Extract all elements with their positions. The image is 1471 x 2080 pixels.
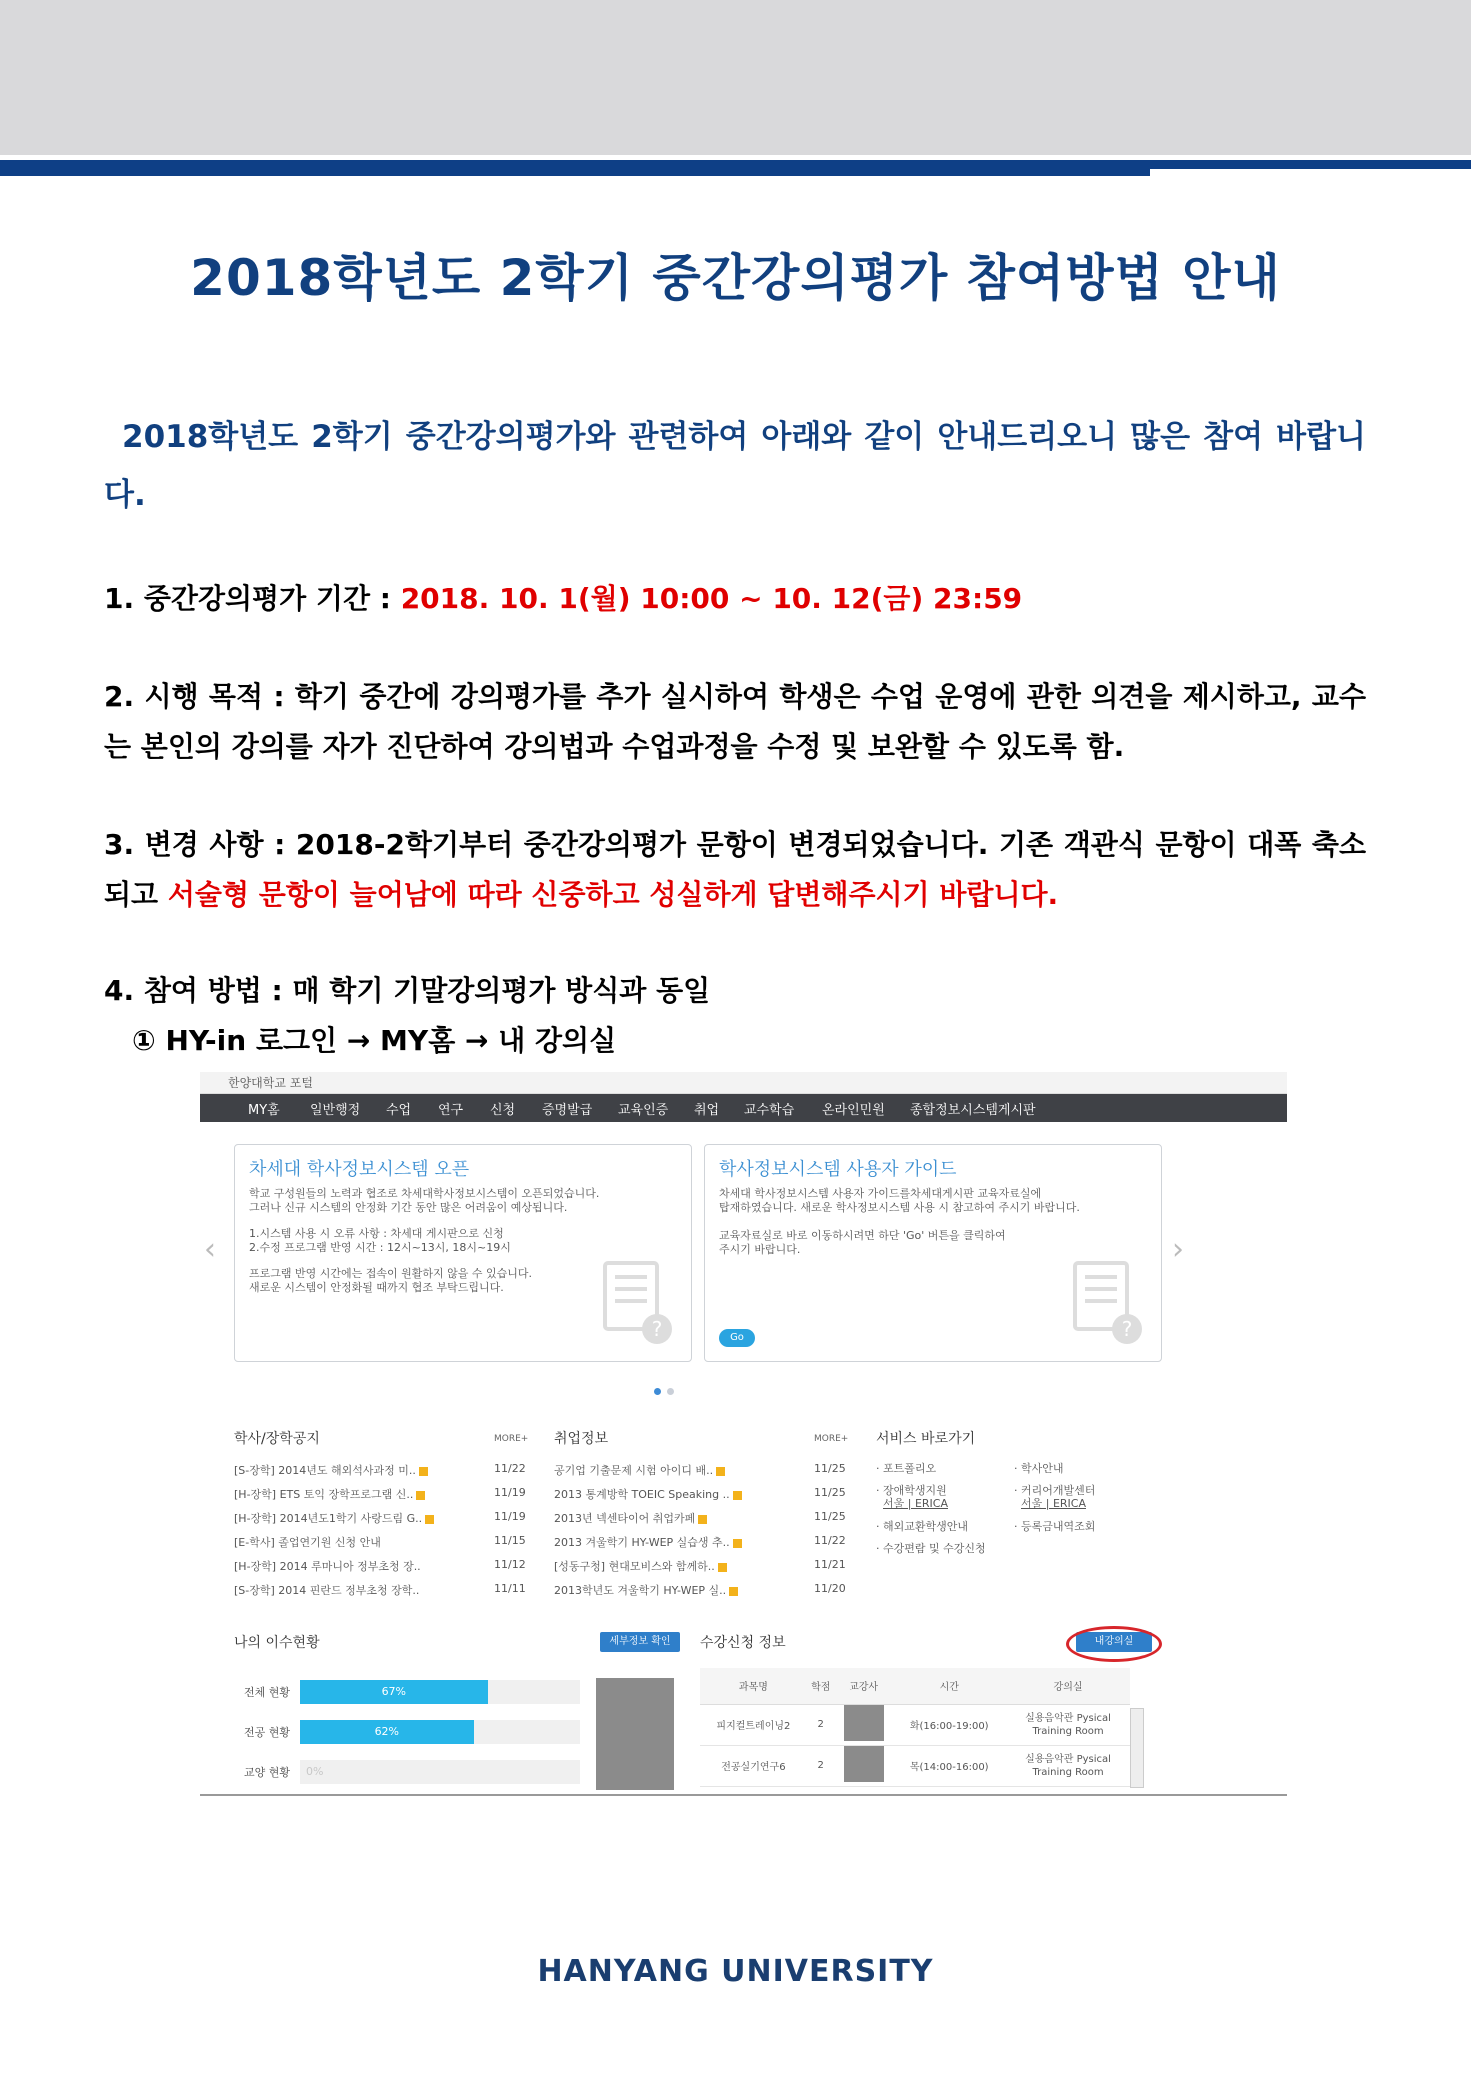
list-item[interactable]: [S-장학] 2014년도 해외석사과정 미.. [234, 1462, 428, 1478]
prev-arrow-icon[interactable]: ‹ [204, 1232, 216, 1267]
nav-item[interactable]: 교육인증 [618, 1103, 669, 1118]
nav-item[interactable]: 일반행정 [310, 1103, 361, 1118]
jobs-title: 취업정보 [554, 1431, 609, 1447]
document-help-icon [601, 1261, 673, 1347]
list-item[interactable]: [H-장학] 2014 루마니아 정부초청 장.. [234, 1560, 421, 1573]
nav-item[interactable]: MY홈 [248, 1103, 280, 1118]
intro-text: 2018학년도 2학기 중간강의평가와 관련하여 아래와 같이 안내드리오니 많은 참여 바랍니다. [104, 419, 1366, 513]
document-help-icon [1071, 1261, 1143, 1347]
nav-item[interactable]: 수업 [386, 1103, 412, 1118]
redacted-professor [844, 1705, 884, 1741]
item-method: 4. 참여 방법 : 매 학기 기말강의평가 방식과 동일 [104, 974, 711, 1007]
svg-text:?: ? [1121, 1317, 1133, 1341]
service-link[interactable]: · 학사안내 [1014, 1462, 1064, 1475]
nav-item[interactable]: 교수학습 [744, 1103, 795, 1118]
notice-card-open: 차세대 학사정보시스템 오픈 학교 구성원들의 노력과 협조로 차세대학사정보시스템이 오픈되었습니다. 그러나 신규 시스템의 안정화 기간 동안 많은 어려움이 예상됩니다. 1.시스템 사용 시 오류 사항 : 차세대 게시판으로 신청 2.수정 프로그램 반영 시간 : 12시~13시, 18시~19시 프로그램 반영 시간에는 접속이 원활하지 않을 수 있습니다. 새로운 시스템이 안정화될 때까지 협조 부탁드립니다. ? [234, 1144, 692, 1362]
detail-info-button[interactable]: 세부정보 확인 [600, 1632, 680, 1652]
table-scrollbar[interactable] [1130, 1708, 1144, 1788]
notice-card-guide: 학사정보시스템 사용자 가이드 차세대 학사정보시스템 사용자 가이드를차세대게시판 교육자료실에 탑재하였습니다. 새로운 학사정보시스템 사용 시 참고하여 주시기 바랍니다. 교육자료실로 바로 이동하시려면 하단 'Go' 버튼을 클릭하여 주시기 바랍니다. Go ? [704, 1144, 1162, 1362]
service-link[interactable]: · 포트폴리오 [876, 1462, 937, 1475]
redacted-block [596, 1678, 674, 1790]
registration-table [700, 1668, 1130, 1787]
progress-bar: 67% [300, 1680, 580, 1704]
portal-screenshot: 한양대학교 포털 MY홈 일반행정 수업 연구 신청 증명발급 교육인증 취업 교수학습 온라인민원 종합정보시스템게시판 ‹ › 차세대 학사정보시스템 오픈 학교 구성원들의 노력과 협조로 차세대학사정보시스템이 오픈되었습니다. 그러나 신규 시스템의 안정화 기간 동안 많은 어려움이 예상됩니다. 1.시스템 사용 시 오류 사항 : 차세대 게시판으로 신청 2.수정 프로그램 반영 시간 : 12시~13시, 18시~19시 프로그램 반영 시간에는 접속이 원활하지 않을 수 있습니다. 새로운 시스템이 안정화될 때까지 협조 부탁드립니다. ? 학사정보시스템 사용자 가이드 차세대 학사정보시스템 사용자 가이드를차세대게시판 교육자료실에 탑재하였습니다. 새로운 학사정보시스템 사용 시 참고하여 주시기 바랍니다. 교육자료실로 바로 이동하시려면 하단 'Go' 버튼을 클릭하여 주시기 바랍니다. Go ? 학사/장학공지 MORE+ [S-장학] 2014년도 해외석사과정 미.. 11/22 [H-장학] ETS 토익 장학프로그램 신.. 11/19 [H-장학] 2014년도1학기 사랑드림 G.. 11/19 [E-학사] 졸업연기원 신청 안내 11/15 [H-장학] 2014 루마니아 정부초청 장.. 11/12 [S-장학] 2014 핀란드 정부초청 장학.. 11/11 취업정보 MORE+ 공기업 기출문제 시험 아이디 배.. 11/25 2013 통계방학 TOEIC Speaking .. 11/25 2013년 넥센타이어 취업카페 11/25 2013 겨울학기 HY-WEP 실습생 추.. 11/22 [성동구청] 현대모비스와 함께하.. 11/21 2013학년도 겨울학기 HY-WEP 실.. 11/20 서비스 바로가기 · 포트폴리오 · 장애학생지원 서울 | ERICA · 해외교환학생안내 · 수강편람 및 수강신청 · 학사안내 · 커리어개발센터 서울 | ERICA · 등록금내역조회 나의 이수현황 세부정보 확인 전체 현황 67% 전공 현황 62% 교양 현황 0% 수강신청 정보 내강의실 과목명 학점 교강사 시간 강의실 피지컬트레이닝2 2 화(16:00-19:00) 실용음악관 Pysical Training Room 전공실기연구6 2 목(14:00-16:00) 실용음악관 Pysical Training Room [200, 1072, 1287, 1798]
list-item[interactable]: [H-장학] ETS 토익 장학프로그램 신.. [234, 1486, 425, 1502]
table-row: 전공실기연구6 2 목(14:00-16:00) 실용음악관 Pysical Training Room [700, 1745, 1130, 1786]
list-item[interactable]: 2013학년도 겨울학기 HY-WEP 실.. [554, 1582, 738, 1598]
service-link[interactable]: · 등록금내역조회 [1014, 1520, 1096, 1533]
next-arrow-icon[interactable]: › [1172, 1232, 1184, 1267]
nav-item[interactable]: 취업 [694, 1103, 720, 1118]
nav-item[interactable]: 연구 [438, 1103, 464, 1118]
item-purpose: 2. 시행 목적 : 학기 중간에 강의평가를 추가 실시하여 학생은 수업 운영에 관한 의견을 제시하고, 교수는 본인의 강의를 자가 진단하여 강의법과 수업과정을 수정 및 보완할 수 있도록 함. [104, 680, 1366, 763]
jobs-more-link[interactable]: MORE+ [814, 1434, 849, 1444]
service-link[interactable]: · 해외교환학생안내 [876, 1520, 969, 1533]
highlight-oval [1066, 1626, 1162, 1662]
site-title: 한양대학교 포털 [228, 1076, 313, 1090]
page-title: 2018학년도 2학기 중간강의평가 참여방법 안내 [190, 249, 1281, 307]
item-period: 1. 중간강의평가 기간 : 2018. 10. 1(월) 10:00 ~ 10. 12(금) 23:59 [104, 582, 1023, 615]
nav-item[interactable]: 신청 [490, 1103, 516, 1118]
redacted-professor [844, 1746, 884, 1782]
university-logo-text: HANYANG UNIVERSITY [537, 1954, 934, 1989]
list-item[interactable]: 공기업 기출문제 시험 아이디 배.. [554, 1462, 725, 1478]
header-stripe [0, 160, 1471, 176]
header-band [0, 0, 1471, 155]
browser-topbar [200, 1072, 1287, 1094]
nav-item[interactable]: 종합정보시스템게시판 [910, 1103, 1036, 1118]
notice-more-link[interactable]: MORE+ [494, 1434, 529, 1444]
list-item[interactable]: [E-학사] 졸업연기원 신청 안내 [234, 1536, 381, 1549]
portal-nav [200, 1094, 1287, 1122]
step-login: ① HY-in 로그인 → MY홈 → 내 강의실 [132, 1024, 617, 1057]
list-item[interactable]: 2013 통계방학 TOEIC Speaking .. [554, 1486, 742, 1502]
service-link[interactable]: · 장애학생지원 서울 | ERICA [876, 1484, 948, 1510]
list-item[interactable]: [성동구청] 현대모비스와 함께하.. [554, 1558, 727, 1574]
progress-title: 나의 이수현황 [234, 1635, 320, 1651]
my-classroom-button[interactable]: 내강의실 [1076, 1632, 1152, 1652]
progress-bar: 62% [300, 1720, 580, 1744]
service-link[interactable]: · 수강편람 및 수강신청 [876, 1542, 986, 1555]
list-item[interactable]: 2013 겨울학기 HY-WEP 실습생 추.. [554, 1534, 742, 1550]
service-link[interactable]: · 커리어개발센터 서울 | ERICA [1014, 1484, 1096, 1510]
carousel-dots[interactable] [654, 1380, 680, 1399]
list-item[interactable]: [S-장학] 2014 핀란드 정부초청 장학.. [234, 1584, 420, 1597]
go-button[interactable]: Go [719, 1329, 755, 1347]
registration-title: 수강신청 정보 [700, 1635, 786, 1651]
svg-text:?: ? [651, 1317, 663, 1341]
item-changes: 3. 변경 사항 : 2018-2학기부터 중간강의평가 문항이 변경되었습니다. 기존 객관식 문항이 대폭 축소되고 서술형 문항이 늘어남에 따라 신중하고 성실하게 답변해주시기 바랍니다. [104, 828, 1366, 911]
table-row: 피지컬트레이닝2 2 화(16:00-19:00) 실용음악관 Pysical Training Room [700, 1704, 1130, 1745]
list-item[interactable]: 2013년 넥센타이어 취업카페 [554, 1510, 707, 1526]
nav-item[interactable]: 증명발급 [542, 1103, 593, 1118]
services-title: 서비스 바로가기 [876, 1431, 976, 1447]
notice-title: 학사/장학공지 [234, 1431, 320, 1447]
list-item[interactable]: [H-장학] 2014년도1학기 사랑드림 G.. [234, 1510, 434, 1526]
nav-item[interactable]: 온라인민원 [822, 1103, 885, 1118]
progress-bar: 0% [300, 1760, 580, 1784]
table-header-row: 과목명 학점 교강사 시간 강의실 [700, 1668, 1130, 1704]
